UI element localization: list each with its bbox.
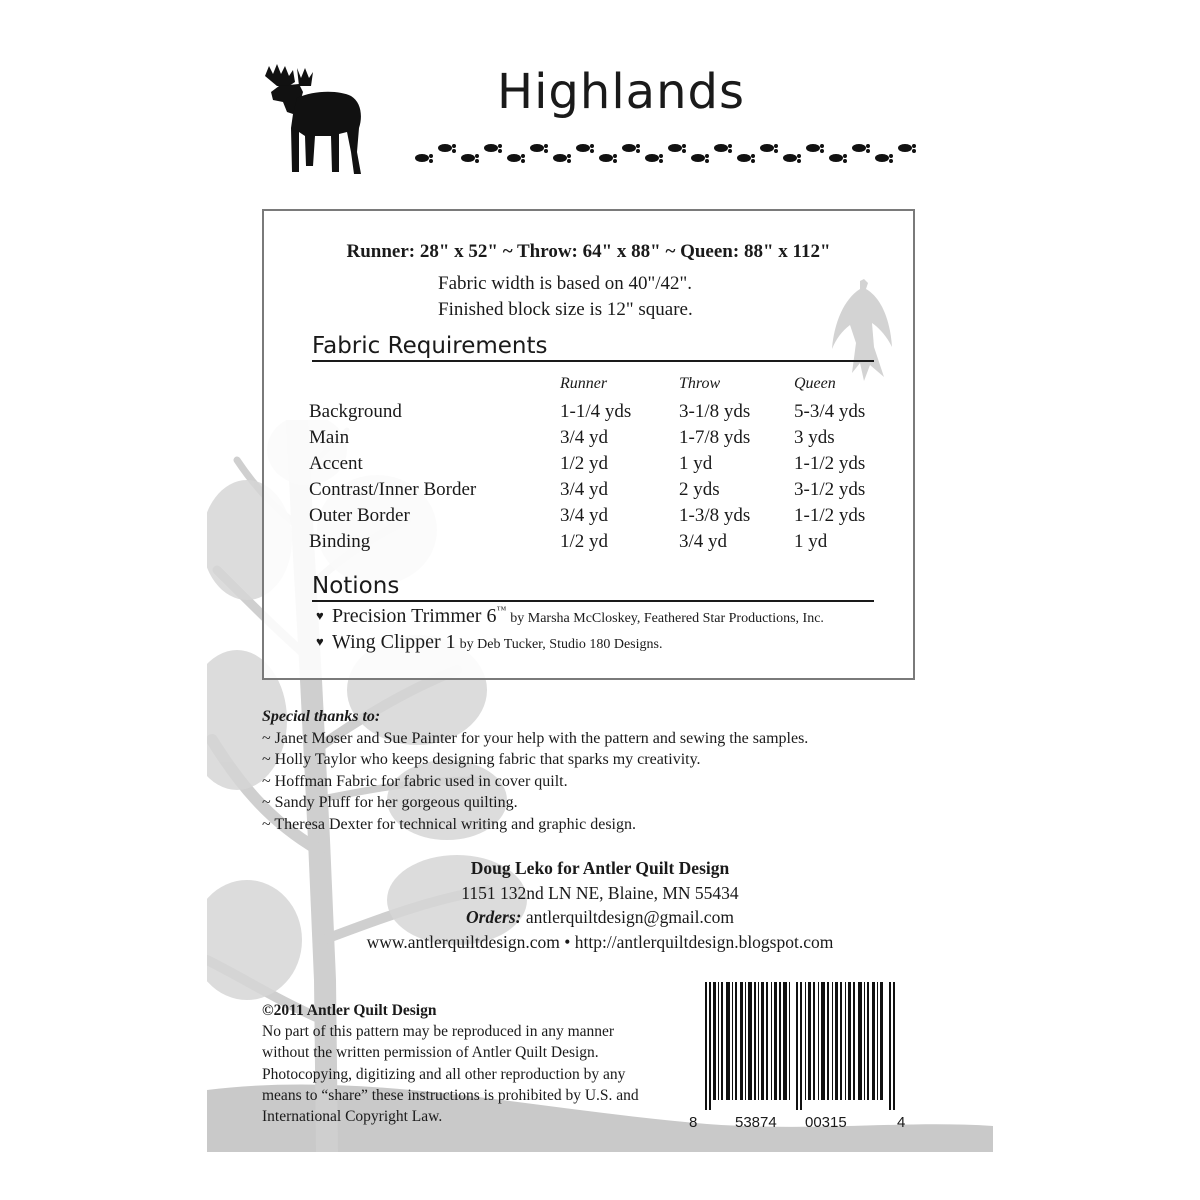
table-row xyxy=(264,479,913,505)
throw-amount: 3/4 yd xyxy=(679,531,728,552)
orders-label: Orders: xyxy=(466,907,522,927)
runner-amount: 1-1/4 yds xyxy=(560,401,632,422)
table-row xyxy=(264,453,913,479)
orders-email: antlerquiltdesign@gmail.com xyxy=(525,907,734,927)
designer-name: Doug Leko for Antler Quilt Design xyxy=(470,858,730,878)
fabric-name: Accent xyxy=(309,453,363,474)
barcode-digit: 00315 xyxy=(805,1114,847,1131)
copyright-text: No part of this pattern may be reproduced in any manner without the written permission of Antler Quilt Design. Photocopying, digitizing and all other reproduction by any means to “share” these instructions is prohibited by U.S. and International Copyright Law. xyxy=(262,1023,639,1126)
runner-amount: 3/4 yd xyxy=(560,427,609,448)
column-header-throw: Throw xyxy=(679,375,721,392)
column-header-queen: Queen xyxy=(794,375,836,392)
fabric-name: Background xyxy=(309,401,402,422)
upc-barcode xyxy=(683,982,919,1134)
pattern-back-cover xyxy=(207,20,993,1152)
moose-silhouette-icon xyxy=(259,62,367,176)
copyright-notice xyxy=(262,1000,662,1127)
quilt-sizes: Runner: 28" x 52" ~ Throw: 64" x 88" ~ Queen: 88" x 112" xyxy=(346,241,831,262)
thanks-line: ~ Theresa Dexter for technical writing and graphic design. xyxy=(262,815,636,833)
animal-tracks-icon xyxy=(413,142,919,166)
antler-bullet-icon: ♥ xyxy=(316,608,324,623)
queen-amount: 1-1/2 yds xyxy=(794,453,866,474)
runner-amount: 1/2 yd xyxy=(560,531,609,552)
fabric-width-note: Fabric width is based on 40"/42". xyxy=(438,273,693,294)
eagle-silhouette-icon xyxy=(830,277,896,383)
copyright-line: ©2011 Antler Quilt Design xyxy=(262,1002,437,1019)
throw-amount: 1-7/8 yds xyxy=(679,427,751,448)
block-size-note: Finished block size is 12" square. xyxy=(438,299,693,320)
fabric-name: Outer Border xyxy=(309,505,410,526)
notions-heading: Notions xyxy=(312,573,874,602)
queen-amount: 5-3/4 yds xyxy=(794,401,866,422)
barcode-digit: 4 xyxy=(897,1114,906,1131)
fabric-name: Binding xyxy=(309,531,371,552)
throw-amount: 2 yds xyxy=(679,479,720,500)
table-row xyxy=(264,531,913,557)
notion-name: Wing Clipper 1 xyxy=(332,631,456,653)
website-links: www.antlerquiltdesign.com • http://antlerquiltdesign.blogspot.com xyxy=(366,931,834,952)
fabric-name: Contrast/Inner Border xyxy=(309,479,477,500)
table-row xyxy=(264,401,913,427)
thanks-line: ~ Sandy Pluff for her gorgeous quilting. xyxy=(262,794,518,812)
special-thanks xyxy=(262,706,962,836)
throw-amount: 1 yd xyxy=(679,453,713,474)
notion-author: by Marsha McCloskey, Feathered Star Productions, Inc. xyxy=(510,611,824,626)
thanks-heading: Special thanks to: xyxy=(262,708,381,725)
barcode-digit: 53874 xyxy=(735,1114,777,1131)
notion-item xyxy=(316,631,662,654)
column-header-runner: Runner xyxy=(560,375,608,392)
runner-amount: 3/4 yd xyxy=(560,505,609,526)
address: 1151 132nd LN NE, Blaine, MN 55434 xyxy=(461,882,739,903)
barcode-bars xyxy=(705,982,895,1110)
thanks-line: ~ Hoffman Fabric for fabric used in cover quilt. xyxy=(262,772,568,790)
fabric-name: Main xyxy=(309,427,350,448)
barcode-digit: 8 xyxy=(689,1114,698,1131)
contact-block xyxy=(207,856,993,954)
runner-amount: 1/2 yd xyxy=(560,453,609,474)
thanks-line: ~ Holly Taylor who keeps designing fabric that sparks my creativity. xyxy=(262,751,701,769)
page-title: Highlands xyxy=(497,64,745,120)
runner-amount: 3/4 yd xyxy=(560,479,609,500)
queen-amount: 1 yd xyxy=(794,531,828,552)
queen-amount: 3 yds xyxy=(794,427,835,448)
queen-amount: 3-1/2 yds xyxy=(794,479,866,500)
requirements-box xyxy=(262,209,915,680)
queen-amount: 1-1/2 yds xyxy=(794,505,866,526)
trademark-mark: ™ xyxy=(496,605,507,616)
throw-amount: 1-3/8 yds xyxy=(679,505,751,526)
thanks-line: ~ Janet Moser and Sue Painter for your help with the pattern and sewing the samples. xyxy=(262,729,809,747)
notion-item xyxy=(316,605,824,628)
table-row xyxy=(264,427,913,453)
notion-name: Precision Trimmer 6 xyxy=(332,605,497,627)
fabric-requirements-heading: Fabric Requirements xyxy=(312,333,874,362)
orders-line xyxy=(207,905,993,930)
throw-amount: 3-1/8 yds xyxy=(679,401,751,422)
antler-bullet-icon: ♥ xyxy=(316,634,324,649)
table-row xyxy=(264,505,913,531)
notion-author: by Deb Tucker, Studio 180 Designs. xyxy=(459,637,663,652)
